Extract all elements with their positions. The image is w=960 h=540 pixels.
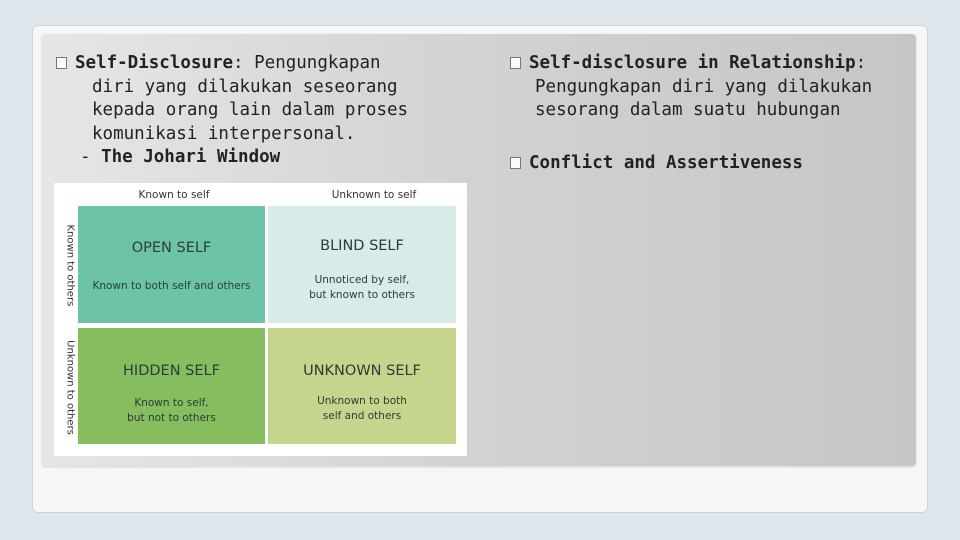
self-disclosure-line-3: komunikasi interpersonal. [92,123,356,144]
unknown-self-title: UNKNOWN SELF [303,363,421,379]
row-label-unknown-to-others: Unknown to others [64,340,76,435]
relationship-line-1: Pengungkapan diri yang dilakukan [535,76,873,97]
row-label-known-to-others: Known to others [64,224,76,307]
col-label-unknown-to-self: Unknown to self [331,189,417,201]
blind-self-desc-2: but known to others [309,289,415,301]
relationship-heading: Self-disclosure in Relationship [529,53,856,73]
blind-self-desc-1: Unnoticed by self, [314,274,410,286]
self-disclosure-line-1: diri yang dilakukan seseorang [92,76,398,97]
right-text-block: Self-disclosure in Relationship: Pengungkapan diri yang dilakukan sesorang dalam suatu hubungan [510,52,872,123]
checkbox-bullet-icon [510,157,521,169]
left-text-block: Self-Disclosure: Pengungkapan diri yang dilakukan seseorang kepada orang lain dalam proses komunikasi interpersonal. - The Johari Window [56,52,408,170]
self-disclosure-text-first: Pengungkapan [243,53,381,73]
unknown-self-desc-1: Unknown to both [317,395,407,407]
blind-self-title: BLIND SELF [320,238,404,254]
self-disclosure-line-2: kepada orang lain dalam proses [92,100,409,120]
hidden-self-desc-1: Known to self, [134,397,209,409]
self-disclosure-heading: Self-Disclosure [75,53,234,73]
unknown-self-cell [268,328,456,444]
unknown-self-desc-2: self and others [322,410,402,422]
hidden-self-title: HIDDEN SELF [123,363,220,379]
johari-window-diagram [54,183,467,456]
open-self-cell [78,206,265,323]
blind-self-cell [268,206,456,323]
col-label-known-to-self: Known to self [138,189,210,201]
open-self-title: OPEN SELF [131,240,212,256]
bullet-self-disclosure [56,53,75,73]
open-self-desc: Known to both self and others [92,280,251,292]
hidden-self-cell [78,328,265,444]
hidden-self-desc-2: but not to others [127,412,216,424]
relationship-line-2: sesorang dalam suatu hubungan [535,100,841,120]
johari-window-subitem: - The Johari Window [80,147,281,167]
checkbox-bullet-icon [510,57,521,69]
checkbox-bullet-icon [56,57,67,69]
conflict-heading: Conflict and Assertiveness [529,153,803,173]
conflict-item [510,152,803,176]
